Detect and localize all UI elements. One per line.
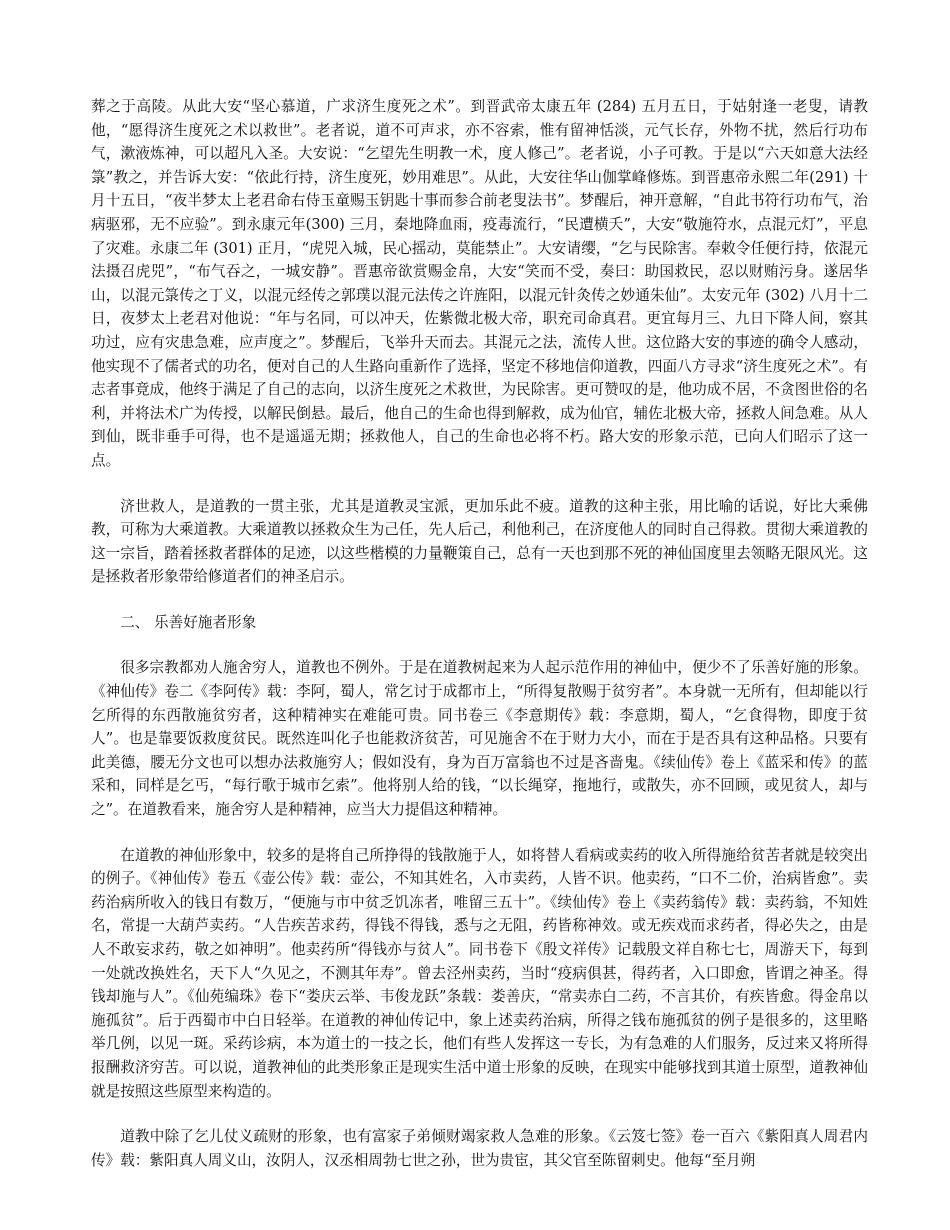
paragraph-gap bbox=[91, 822, 868, 844]
paragraph-charity-beggars: 很多宗教都劝人施舍穷人，道教也不例外。于是在道教树起来为人起示范作用的神仙中，便少不了乐善好施的形象。《神仙传》卷二《李阿传》载：李阿，蜀人，常乞讨于成都市上，“所得复散赐于贫穷者”。本身就一无所有，但却能以行乞所得的东西散施贫穷者，这种精神实在难能可贵。同书卷三《李意期传》载：李意期，蜀人，“乞食得物，即度于贫人”。也是靠要饭救度贫民。既然连叫化子也能救济贫苦，可见施舍不在于财力大小，而在于是否具有这种品格。只要有此美德，腰无分文也可以想办法救施穷人；假如没有，身为百万富翁也不过是吝啬鬼。《续仙传》卷上《蓝采和传》的蓝采和，同样是乞丐，“每行歌于城市乞索”。他将别人给的钱，“以长绳穿，拖地行，或散失，亦不回顾，或见贫人，却与之”。在道教看来，施舍穷人是种精神，应当大力提倡这种精神。 bbox=[91, 659, 868, 819]
document-page bbox=[91, 95, 868, 1172]
paragraph-gap bbox=[91, 1103, 868, 1125]
paragraph-gap bbox=[91, 634, 868, 656]
section-heading: 二、 乐善好施者形象 bbox=[120, 613, 257, 631]
paragraph-lu-daan: 葬之于高陵。从此大安“坚心慕道，广求济生度死之术”。到晋武帝太康五年 (284) 五月五日，于姑射逢一老叟，请教他，“愿得济生度死之术以救世”。老者说，道不可声求，亦不容索，惟有留神恬淡，元气长存，外物不扰，然后行功布气，漱液炼神，可以超凡入圣。大安说：“乞望先生明教一术，度人修己”。老者说，小子可教。于是以“六天如意大法经箓”教之，并告诉大安：“依此行持，济生度死，妙用难思”。从此，大安往华山伽掌峰修炼。到晋惠帝永熙二年(291) 十月十五日，“夜半梦太上老君命右侍玉童赐玉钥匙十事而参合前老叟法书”。梦醒后，神开意解，“自此书符行功布气，治病驱邪，无不应验”。到永康元年(300) 三月，秦地降血雨，疫毒流行，“民遭横夭”，大安“敬施符水，点混元灯”，平息了灾难。永康二年 (301) 正月，“虎兕入城，民心摇动，莫能禁止”。大安请缨，“乞与民除害。奉敕令任便行持，依混元法摄召虎兕”，“布气吞之，一城安静”。晋惠帝欲赏赐金帛，大安“笑而不受，奏曰：助国救民，忍以财贿污身。遂居华山，以混元箓传之丁义，以混元经传之郭璞以混元法传之许旌阳，以混元针灸传之妙通朱仙”。太安元年 (302) 八月十二日，夜梦太上老君对他说：“年与名同，可以冲天，佐紫微北极大帝，职充司命真君。更宜每月三、九日下降人间，察其功过，应有灾患急难，应声度之”。梦醒后，飞举升天而去。其混元之法，流传人世。这位路大安的事迹的确令人感动，他实现不了儒者式的功名，便对自己的人生路向重新作了选择，坚定不移地信仰道教，四面八方寻求“济生度死之术”。有志者事竟成，他终于满足了自己的志向，以济生度死之术救世，为民除害。更可赞叹的是，他功成不居，不贪图世俗的名利，并将法术广为传授，以解民倒悬。最后，他自己的生命也得到解救，成为仙官，辅佐北极大帝，拯救人间急难。从人到仙，既非垂手可得，也不是遥遥无期；拯救他人，自己的生命也必将不朽。路大安的形象示范，已向人们昭示了这一点。 bbox=[91, 98, 868, 469]
paragraph-wealthy-disciples: 道教中除了乞儿仗义疏财的形象，也有富家子弟倾财竭家救人急难的形象。《云笈七签》卷一百六《紫阳真人周君内传》载：紫阳真人周义山，汝阴人，汉丞相周勃七世之孙，世为贵宦，其父官至陈留刺史。他每“至月朔 bbox=[91, 1128, 868, 1169]
paragraph-gap bbox=[91, 473, 868, 495]
paragraph-medicine-sellers: 在道教的神仙形象中，较多的是将自己所挣得的钱散施于人，如将替人看病或卖药的收入所得施给贫苦者就是较突出的例子。《神仙传》卷五《壶公传》载：壶公，不知其姓名，入市卖药，人皆不识。他卖药，“口不二价，治病皆愈”。卖药治病所收入的钱日有数万，“便施与市中贫乏饥冻者，唯留三五十”。《续仙传》卷上《卖药翁传》载：卖药翁，不知姓名，常提一大葫芦卖药。“人告疾苦求药，得钱不得钱，悉与之无阻，药皆称神效。或无疾戏而求药者，得必失之，由是人不敢妄求药，敬之如神明”。他卖药所“得钱亦与贫人”。同书卷下《殷文祥传》记载殷文祥自称七七，周游天下，每到一处就改换姓名，天下人“久见之，不测其年寿”。曾去泾州卖药，当时“疫病俱甚，得药者，入口即愈，皆谓之神圣。得钱却施与人”。《仙苑编珠》卷下“娄庆云举、韦俊龙跃”条载：娄善庆，“常卖赤白二药，不言其价，有疾皆愈。得金帛以施孤贫”。后于西蜀市中白日轻举。在道教的神仙传记中，象上述卖药治病，所得之钱布施孤贫的例子是很多的，这里略举几例，以见一斑。采药诊病，本为道士的一技之长，他们有些人发挥这一专长，为有急难的人们服务，反过来又将所得报酬救济穷苦。可以说，道教神仙的此类形象正是现实生活中道士形象的反映，在现实中能够找到其道士原型，道教神仙就是按照这些原型来构造的。 bbox=[91, 846, 868, 1100]
paragraph-salvation: 济世救人，是道教的一贯主张，尤其是道教灵宝派，更加乐此不疲。道教的这种主张，用比喻的话说，好比大乘佛教，可称为大乘道教。大乘道教以拯救众生为己任，先人后己，利他利己，在济度他人的同时自己得救。贯彻大乘道教的这一宗旨，踏着拯救者群体的足迹，以这些楷模的力量鞭策自己，总有一天也到那不死的神仙国度里去领略无限风光。这是拯救者形象带给修道者们的神圣启示。 bbox=[91, 497, 868, 586]
paragraph-gap bbox=[91, 589, 868, 611]
